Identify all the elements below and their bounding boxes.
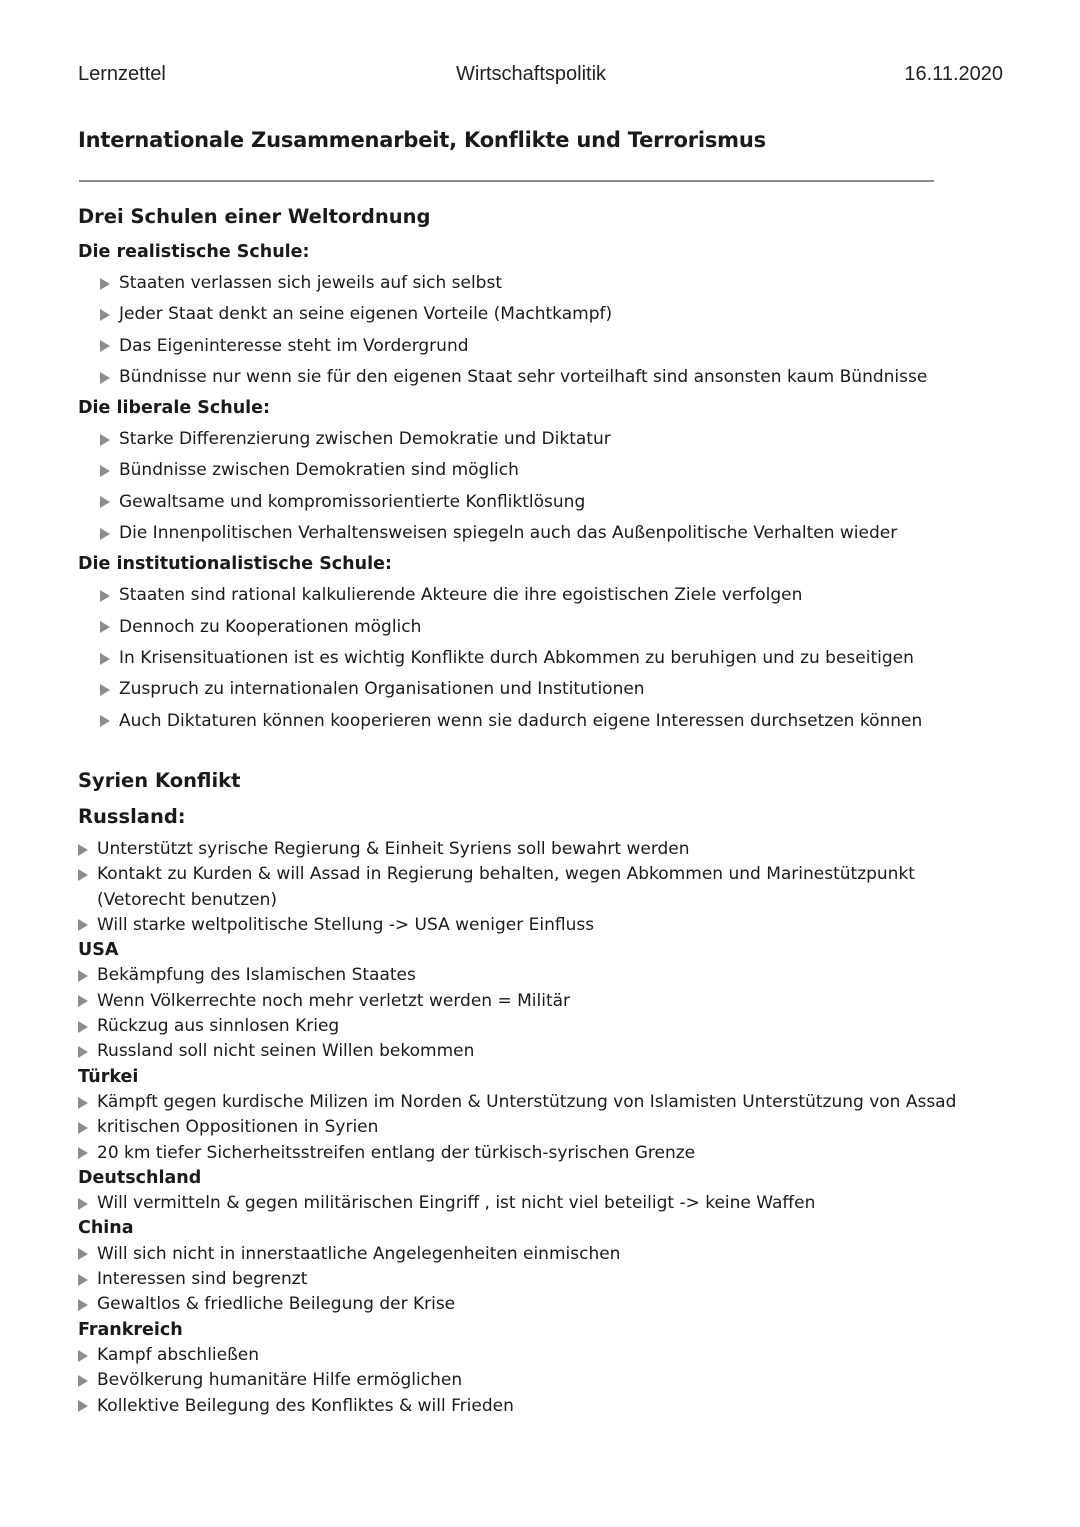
list-item: Wenn Völkerrechte noch mehr verletzt werden = Militär xyxy=(78,989,1008,1014)
bullet-list xyxy=(78,580,1008,736)
actor-heading: Türkei xyxy=(78,1066,139,1087)
bullet-list xyxy=(78,963,1008,1064)
actor-heading: China xyxy=(78,1218,134,1239)
list-item: Jeder Staat denkt an seine eigenen Vorteile (Machtkampf) xyxy=(100,299,1008,330)
actor-france xyxy=(78,1318,1008,1419)
actor-russia xyxy=(78,801,1008,938)
school-heading: Die liberale Schule: xyxy=(78,398,271,419)
section-heading: Drei Schulen einer Weltordnung xyxy=(78,205,431,228)
school-realistic xyxy=(78,237,1008,393)
list-item: Kollektive Beilegung des Konfliktes & will Frieden xyxy=(78,1394,1008,1419)
header-subject: Wirtschaftspolitik xyxy=(456,63,607,85)
section-world-order-schools xyxy=(78,203,1008,737)
list-item: Auch Diktaturen können kooperieren wenn sie dadurch eigene Interessen durchsetzen können xyxy=(100,706,1008,737)
list-item: Gewaltsame und kompromissorientierte Konfliktlösung xyxy=(100,487,1008,518)
school-heading: Die realistische Schule: xyxy=(78,242,310,262)
actor-germany xyxy=(78,1166,1008,1217)
list-item: 20 km tiefer Sicherheitsstreifen entlang der türkisch-syrischen Grenze xyxy=(78,1141,1008,1166)
list-item: Will sich nicht in innerstaatliche Angelegenheiten einmischen xyxy=(78,1242,1008,1267)
list-item: Bündnisse zwischen Demokratien sind möglich xyxy=(100,455,1008,486)
actor-heading: Russland: xyxy=(78,805,186,828)
list-item: Will starke weltpolitische Stellung -> USA weniger Einfluss xyxy=(78,913,1008,938)
list-item: Bündnisse nur wenn sie für den eigenen Staat sehr vorteilhaft sind ansonsten kaum Bündnisse xyxy=(100,362,1008,393)
list-item: Starke Differenzierung zwischen Demokratie und Diktatur xyxy=(100,424,1008,455)
list-item: Gewaltlos & friedliche Beilegung der Krise xyxy=(78,1292,1008,1317)
actor-heading: Frankreich xyxy=(78,1319,183,1340)
list-item: Dennoch zu Kooperationen möglich xyxy=(100,612,1008,643)
header-date: 16.11.2020 xyxy=(904,63,1003,85)
bullet-list xyxy=(78,1343,1008,1419)
list-item: kritischen Oppositionen in Syrien xyxy=(78,1115,1008,1140)
bullet-list xyxy=(78,1242,1008,1318)
bullet-list xyxy=(78,424,1008,549)
list-item: Kämpft gegen kurdische Milizen im Norden & Unterstützung von Islamisten Unterstützung von Assad xyxy=(78,1090,1008,1115)
actor-heading: Deutschland xyxy=(78,1167,202,1188)
actor-turkey xyxy=(78,1065,1008,1166)
school-heading: Die institutionalistische Schule: xyxy=(78,554,392,575)
bullet-list xyxy=(78,268,1008,393)
list-item: Bevölkerung humanitäre Hilfe ermöglichen xyxy=(78,1368,1008,1393)
list-item: Staaten sind rational kalkulierende Akteure die ihre egoistischen Ziele verfolgen xyxy=(100,580,1008,611)
section-syria-conflict xyxy=(78,767,1008,1419)
header-label: Lernzettel xyxy=(78,63,166,85)
section-heading: Syrien Konflikt xyxy=(78,769,241,792)
bullet-list xyxy=(78,1191,1008,1216)
list-item: Kontakt zu Kurden & will Assad in Regierung behalten, wegen Abkommen und Marinestützpunkt (Vetorecht benutzen) xyxy=(78,862,1008,913)
actor-china xyxy=(78,1216,1008,1317)
list-item: Bekämpfung des Islamischen Staates xyxy=(78,963,1008,988)
list-item: Die Innenpolitischen Verhaltensweisen spiegeln auch das Außenpolitische Verhalten wieder xyxy=(100,518,1008,549)
list-item: Rückzug aus sinnlosen Krieg xyxy=(78,1014,1008,1039)
actor-usa xyxy=(78,938,1008,1064)
document-title: Internationale Zusammenarbeit, Konflikte und Terrorismus xyxy=(78,128,766,152)
list-item: Interessen sind begrenzt xyxy=(78,1267,1008,1292)
title-divider xyxy=(79,180,934,182)
page-header xyxy=(78,63,1003,93)
list-item: Kampf abschließen xyxy=(78,1343,1008,1368)
list-item: Will vermitteln & gegen militärischen Eingriff , ist nicht viel beteiligt -> keine Waffen xyxy=(78,1191,1008,1216)
school-institutionalist xyxy=(78,549,1008,736)
actor-heading: USA xyxy=(78,940,119,961)
list-item: Staaten verlassen sich jeweils auf sich selbst xyxy=(100,268,1008,299)
bullet-list xyxy=(78,837,1008,938)
list-item: Unterstützt syrische Regierung & Einheit Syriens soll bewahrt werden xyxy=(78,837,1008,862)
list-item: Zuspruch zu internationalen Organisationen und Institutionen xyxy=(100,674,1008,705)
school-liberal xyxy=(78,393,1008,549)
list-item: Russland soll nicht seinen Willen bekommen xyxy=(78,1039,1008,1064)
list-item: In Krisensituationen ist es wichtig Konflikte durch Abkommen zu beruhigen und zu beseitigen xyxy=(100,643,1008,674)
bullet-list xyxy=(78,1090,1008,1166)
list-item: Das Eigeninteresse steht im Vordergrund xyxy=(100,331,1008,362)
